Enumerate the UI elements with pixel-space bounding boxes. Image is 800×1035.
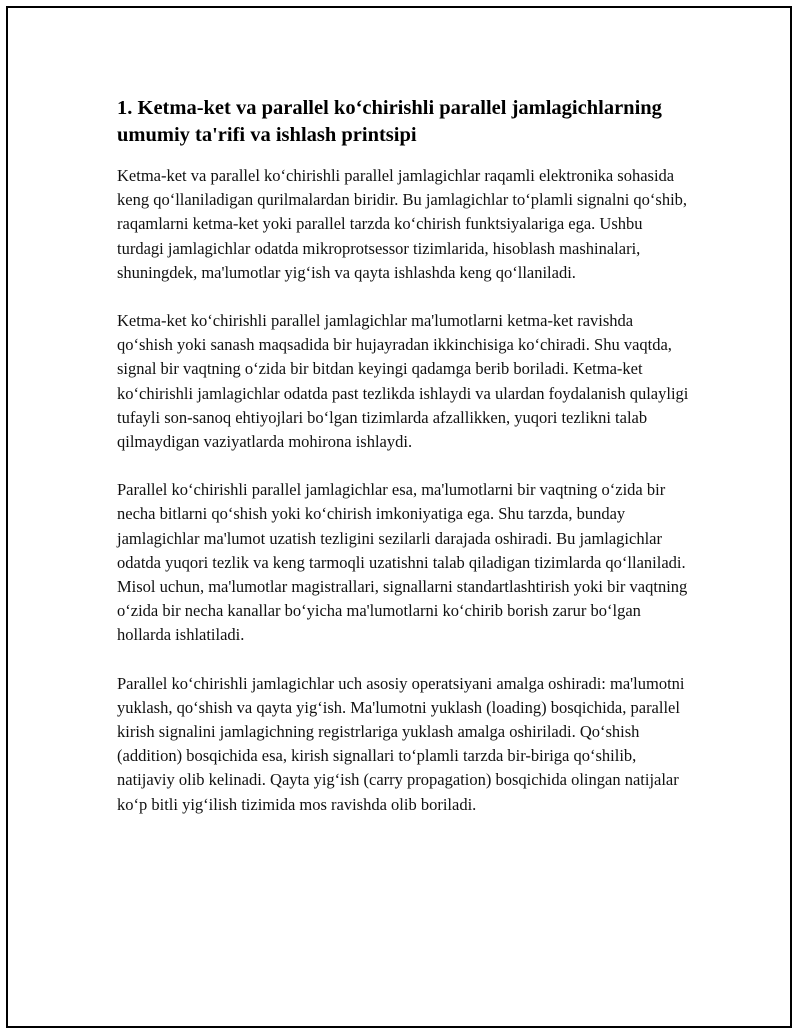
paragraph-4: Parallel koʻchirishli jamlagichlar uch asosiy operatsiyani amalga oshiradi: ma'lumotni yuklash, qoʻshish va qayta yigʻish. Ma'lumotni yuklash (loading) bosqichida, parallel kirish signalini jamlagichning registrlariga yuklash amalga oshiriladi. Qoʻshish (addition) bosqichida esa, kirish signallari toʻplamli tarzda bir-biriga qoʻshilib, natijaviy olib kelinadi. Qayta yigʻish (carry propagation) bosqichida olingan natijalar koʻp bitli yigʻilish tizimida mos ravishda olib boriladi. (117, 673, 685, 814)
section-heading: 1. Ketma-ket va parallel koʻchirishli parallel jamlagichlarning umumiy ta'rifi va ishlash printsipi (117, 97, 662, 146)
paragraph-2: Ketma-ket koʻchirishli parallel jamlagichlar ma'lumotlarni ketma-ket ravishda qoʻshish yoki sanash maqsadida bir hujayradan ikkinchisiga koʻchiradi. Shu vaqtda, signal bir vaqtning oʻzida bir bitdan keyingi qadamga berib boriladi. Ketma-ket koʻchirishli jamlagichlar odatda past tezlikda ishlaydi va ulardan foydalanish qulayligi tufayli son-sanoq ehtiyojlari boʻlgan tizimlarda afzallikken, yuqori tezlikni talab qilmaydigan vaziyatlarda mohirona ishlaydi. (117, 311, 689, 452)
document-body (117, 95, 692, 841)
paragraph-1: Ketma-ket va parallel koʻchirishli parallel jamlagichlar raqamli elektronika sohasida keng qoʻllaniladigan qurilmalardan biridir. Bu jamlagichlar toʻplamli signalni qoʻshib, raqamlarni ketma-ket yoki parallel tarzda koʻchirish funktsiyalariga ega. Ushbu turdagi jamlagichlar odatda mikroprotsessor tizimlarida, hisoblash mashinalari, shuningdek, ma'lumotlar yigʻish va qayta ishlashda keng qoʻllaniladi. (117, 166, 688, 282)
paragraph-3: Parallel koʻchirishli parallel jamlagichlar esa, ma'lumotlarni bir vaqtning oʻzida bir necha bitlarni qoʻshish yoki koʻchirish imkoniyatiga ega. Shu tarzda, bunday jamlagichlar ma'lumot uzatish tezligini sezilarli darajada oshiradi. Bu jamlagichlar odatda yuqori tezlik va keng tarmoqli uzatishni talab qiladigan tizimlarda qoʻllaniladi. Misol uchun, ma'lumotlar magistrallari, signallarni standartlashtirish yoki bir vaqtning oʻzida bir necha kanallar boʻyicha ma'lumotlarni koʻchirib borish zarur boʻlgan hollarda ishlatiladi. (117, 480, 688, 645)
